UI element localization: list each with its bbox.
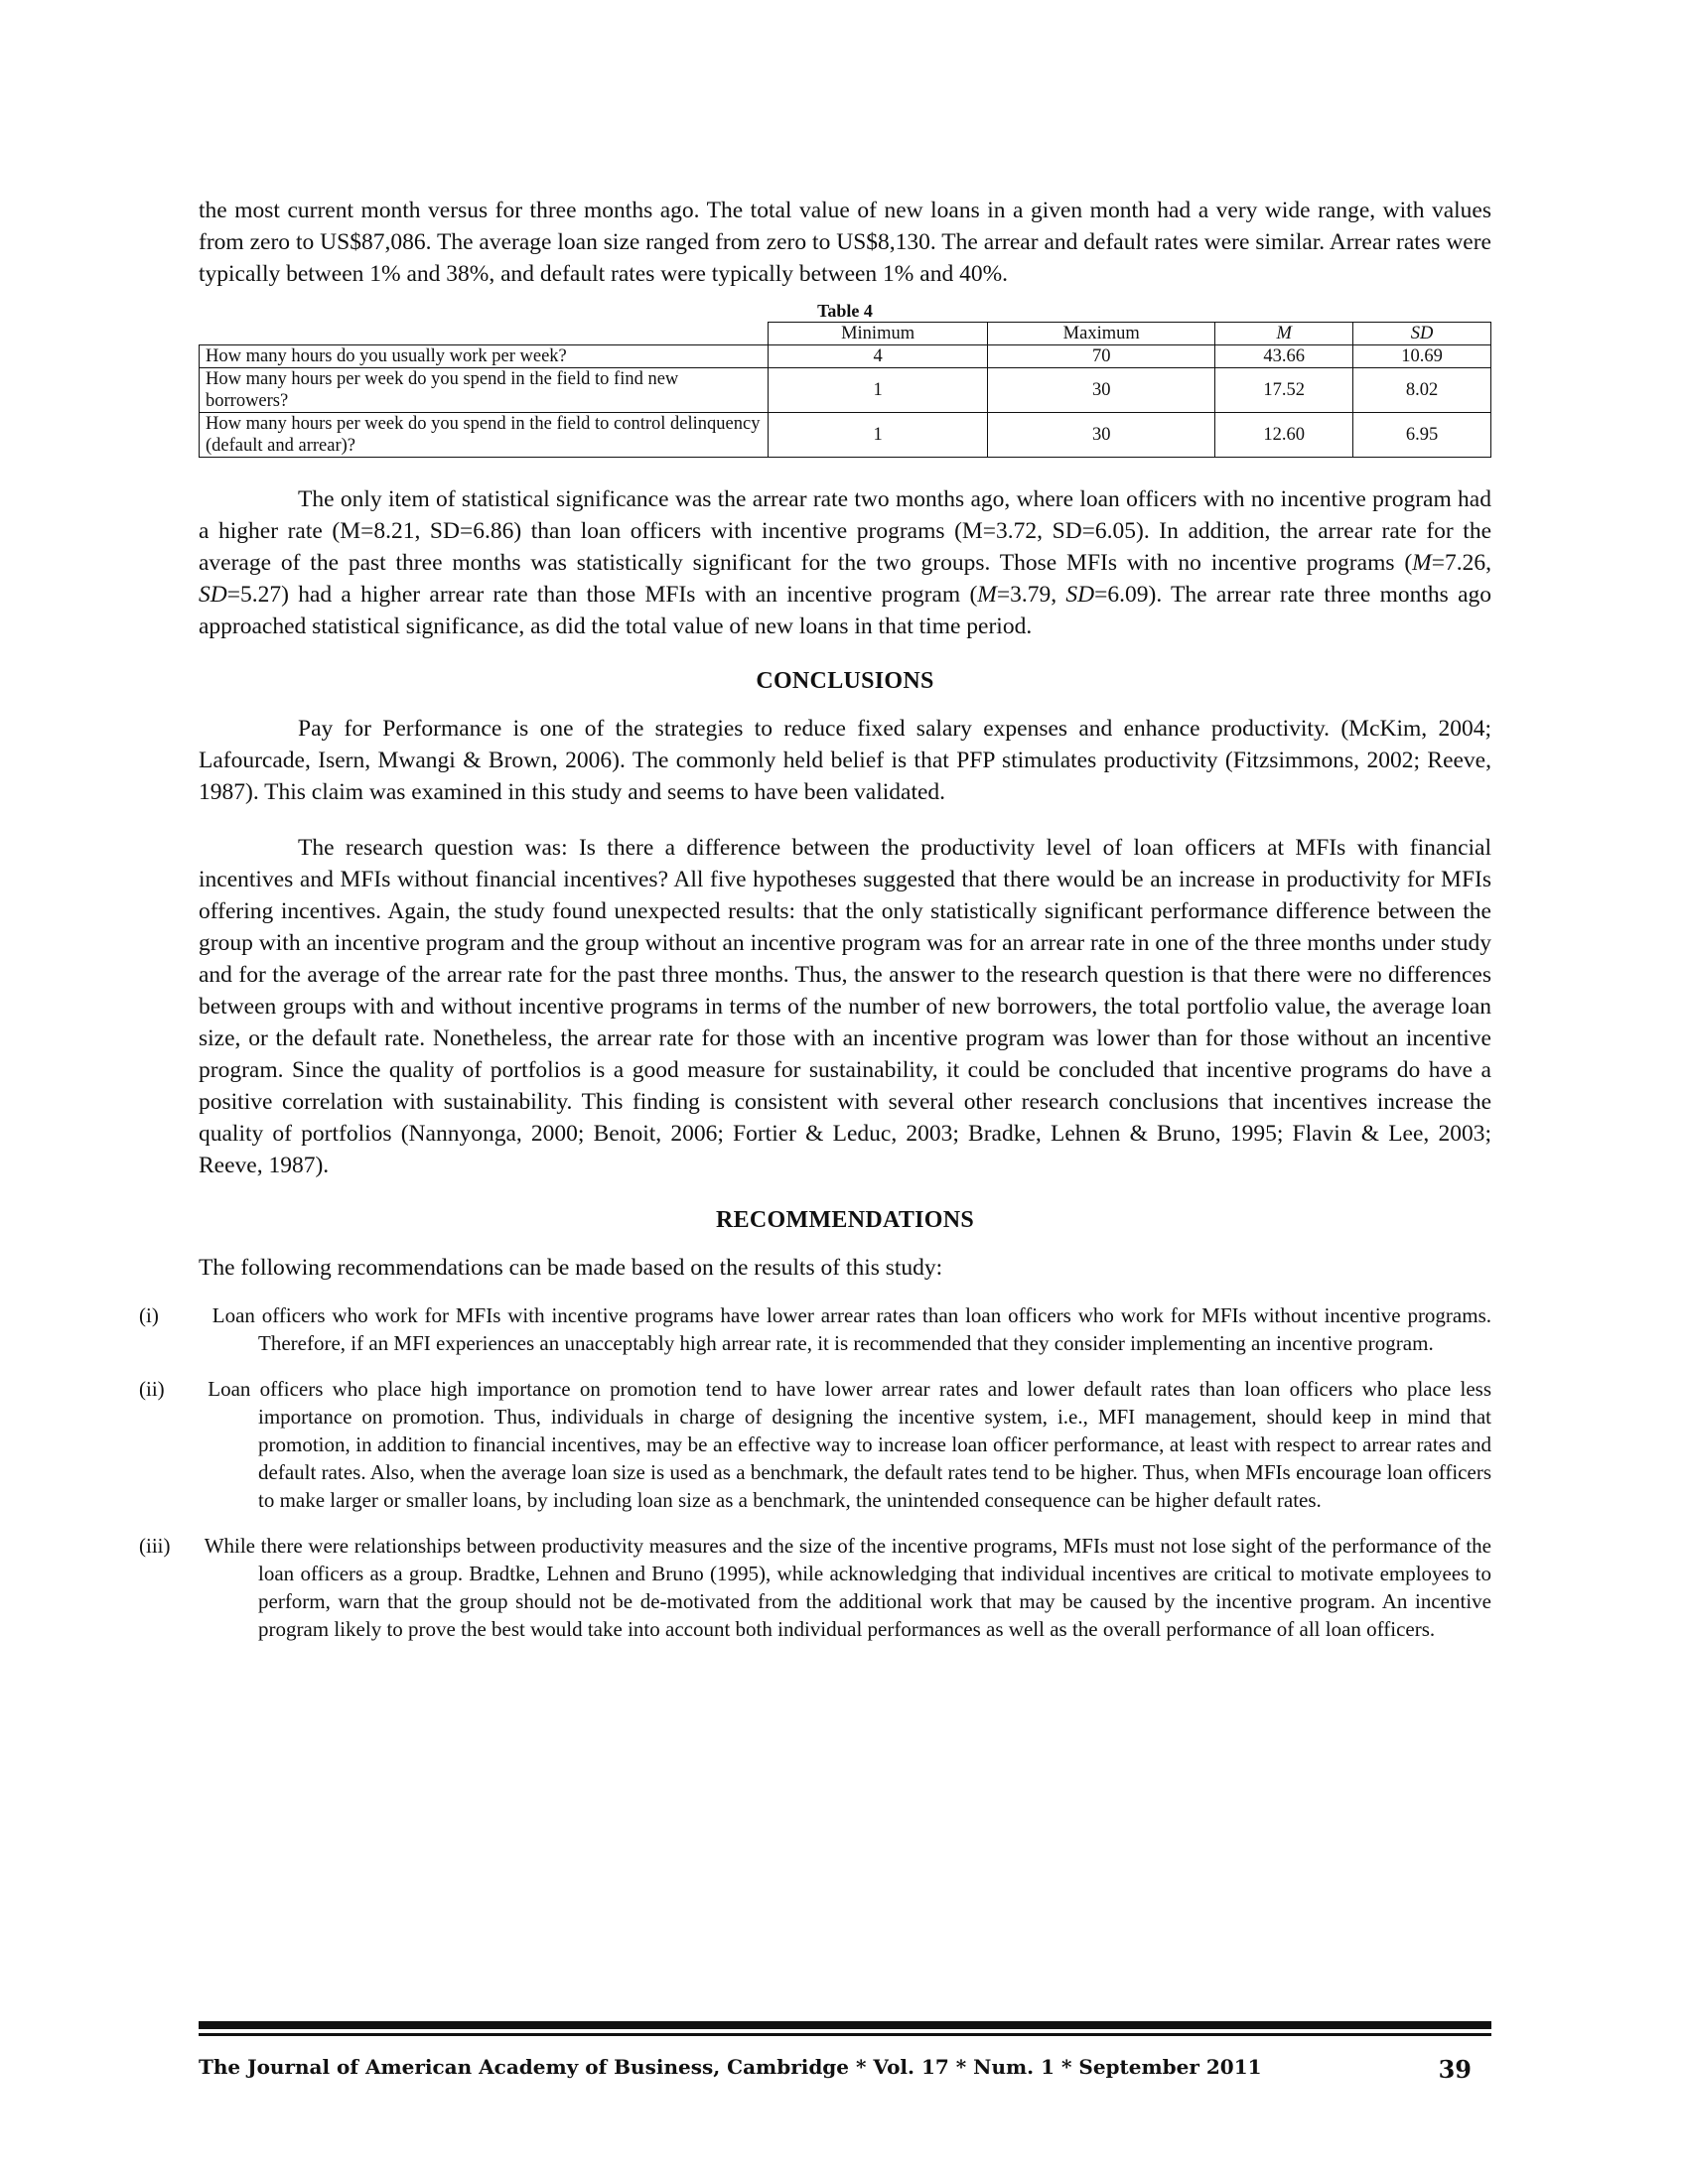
results-mean-label-2: M [977, 582, 997, 608]
table-header-sd: SD [1353, 323, 1491, 345]
conclusions-paragraph-2: The research question was: Is there a difference between the productivity level of loan officers at MFIs with financial incentives and MFIs without financial incentives? All five hypotheses suggested that there would be an increase in productivity for MFIs offering incentives. Again, the study found unexpected results: that the only statistically significant performance difference between the group with an incentive program and the group without an incentive program was for an arrear rate in one of the three months under study and for the average of the arrear rate for the past three months. Thus, the answer to the research question is that there were no differences between groups with and without incentive programs in terms of the number of new borrowers, the total portfolio value, the average loan size, or the default rate. Nonetheless, the arrear rate for those with an incentive program was lower than for those without an incentive program. Since the quality of portfolios is a good measure for sustainability, it could be concluded that incentive programs do have a positive correlation with sustainability. This finding is consistent with several other research conclusions that incentives increase the quality of portfolios (Nannyonga, 2000; Benoit, 2006; Fortier & Leduc, 2003; Bradke, Lehnen & Bruno, 1995; Flavin & Lee, 2003; Reeve, 1987). [199, 835, 1491, 1178]
conclusions-heading: CONCLUSIONS [756, 668, 934, 694]
recommendation-item: (ii) Loan officers who place high importance on promotion tend to have lower arrear rates and lower default rates than loan officers who place less importance on promotion. Thus, individuals in charge of designing the incentive system, i.e., MFI management, should keep in mind that promotion, in addition to financial incentives, may be an effective way to increase loan officer performance, at least with respect to arrear rates and default rates. Also, when the average loan size is used as a benchmark, the default rates tend to be higher. Thus, when MFIs encourage loan officers to make larger or smaller loans, by including loan size as a benchmark, the unintended consequence can be higher default rates. [139, 1377, 1492, 1512]
results-text-3: =5.27) had a higher arrear rate than those MFIs with an incentive program ( [226, 582, 978, 608]
table-header-mean: M [1215, 323, 1353, 345]
intro-paragraph: the most current month versus for three months ago. The total value of new loans in a given month had a very wide range, with values from zero to US$87,086. The average loan size ranged from zero to US$8,130. The arrear and default rates were similar. Arrear rates were typically between 1% and 38%, and default rates were typically between 1% and 40%. [199, 198, 1491, 287]
journal-citation: The Journal of American Academy of Business, Cambridge * Vol. 17 * Num. 1 * September 2011 [199, 2055, 1262, 2079]
table-cell-mean: 43.66 [1215, 345, 1353, 368]
recommendation-item: (i) Loan officers who work for MFIs with incentive programs have lower arrear rates than loan officers who work for MFIs without incentive programs. Therefore, if an MFI experiences an unacceptably high arrear rate, it is recommended that they consider implementing an incentive program. [139, 1303, 1492, 1355]
footer-rule-thick [199, 2021, 1491, 2029]
table-header-row [200, 323, 1491, 345]
table-cell-min: 1 [769, 368, 988, 413]
table-row [200, 345, 1491, 368]
table-cell-max: 30 [988, 413, 1215, 458]
table-header-minimum: Minimum [769, 323, 988, 345]
recommendation-text: Loan officers who place high importance on promotion tend to have lower arrear rates and lower default rates than loan officers who place less importance on promotion. Thus, individuals in charge of designing the incentive system, i.e., MFI management, should keep in mind that promotion, in addition to financial incentives, may be an effective way to increase loan officer performance, at least with respect to arrear rates and default rates. Also, when the average loan size is used as a benchmark, the default rates tend to be higher. Thus, when MFIs encourage loan officers to make larger or smaller loans, by including loan size as a benchmark, the unintended consequence can be higher default rates. [208, 1377, 1492, 1512]
table-cell-sd: 10.69 [1353, 345, 1491, 368]
recommendation-text: Loan officers who work for MFIs with incentive programs have lower arrear rates than loan officers who work for MFIs without incentive programs. Therefore, if an MFI experiences an unacceptably high arrear rate, it is recommended that they consider implementing an incentive program. [211, 1303, 1492, 1355]
table-cell-max: 30 [988, 368, 1215, 413]
table-cell-question: How many hours do you usually work per week? [200, 345, 769, 368]
table-title: Table 4 [817, 301, 873, 321]
results-sd-label-2: SD [1065, 582, 1095, 608]
table-cell-min: 4 [769, 345, 988, 368]
results-text-4: =3.79, [996, 582, 1066, 608]
results-paragraph [199, 483, 1491, 642]
table-cell-mean: 12.60 [1215, 413, 1353, 458]
page-number: 39 [1438, 2055, 1472, 2084]
statistics-table [199, 322, 1491, 458]
table-header-maximum: Maximum [988, 323, 1215, 345]
table-header-empty [200, 323, 769, 345]
table-cell-question: How many hours per week do you spend in the field to control delinquency (default and arrear)? [200, 413, 769, 458]
results-sd-label-1: SD [199, 582, 227, 608]
results-text-1: The only item of statistical significance was the arrear rate two months ago, where loan officers with no incentive program had a higher rate (M=8.21, SD=6.86) than loan officers with incentive programs (M=3.72, SD=6.05). In addition, the arrear rate for the average of the past three months was statistically significant for the two groups. Those MFIs with no incentive programs ( [199, 486, 1491, 576]
conclusions-paragraph-1: Pay for Performance is one of the strategies to reduce fixed salary expenses and enhance productivity. (McKim, 2004; Lafourcade, Isern, Mwangi & Brown, 2006). The commonly held belief is that PFP stimulates productivity (Fitzsimmons, 2002; Reeve, 1987). This claim was examined in this study and seems to have been validated. [199, 716, 1491, 805]
recommendations-heading: RECOMMENDATIONS [715, 1207, 975, 1233]
table-cell-max: 70 [988, 345, 1215, 368]
table-cell-question: How many hours per week do you spend in the field to find new borrowers? [200, 368, 769, 413]
recommendation-item: (iii) While there were relationships between productivity measures and the size of the incentive programs, MFIs must not lose sight of the performance of the loan officers as a group. Bradtke, Lehnen and Bruno (1995), while acknowledging that individual incentives are critical to motivate employees to perform, warn that the group should not be de-motivated from the additional work that may be caused by the incentive program. An incentive program likely to prove the best would take into account both individual performances as well as the overall performance of all loan officers. [139, 1534, 1491, 1641]
table-cell-min: 1 [769, 413, 988, 458]
table-cell-mean: 17.52 [1215, 368, 1353, 413]
results-text-5: =6.09). The arrear rate three months ago approached statistical significance, as did the total value of new loans in that time period. [199, 582, 1492, 639]
recommendations-intro: The following recommendations can be made based on the results of this study: [199, 1255, 943, 1281]
page-footer [199, 2055, 1491, 2091]
recommendation-text: While there were relationships between productivity measures and the size of the incentive programs, MFIs must not lose sight of the performance of the loan officers as a group. Bradtke, Lehnen and Bruno (1995), while acknowledging that individual incentives are critical to motivate employees to perform, warn that the group should not be de-motivated from the additional work that may be caused by the incentive program. An incentive program likely to prove the best would take into account both individual performances as well as the overall performance of all loan officers. [204, 1534, 1491, 1641]
results-mean-label-1: M [1412, 550, 1432, 576]
table-cell-sd: 6.95 [1353, 413, 1491, 458]
table-row [200, 413, 1491, 458]
results-text-2: =7.26, [1431, 550, 1491, 576]
page-body [139, 195, 1492, 1643]
table-row [200, 368, 1491, 413]
table-cell-sd: 8.02 [1353, 368, 1491, 413]
footer-rule-thin [199, 2033, 1491, 2036]
